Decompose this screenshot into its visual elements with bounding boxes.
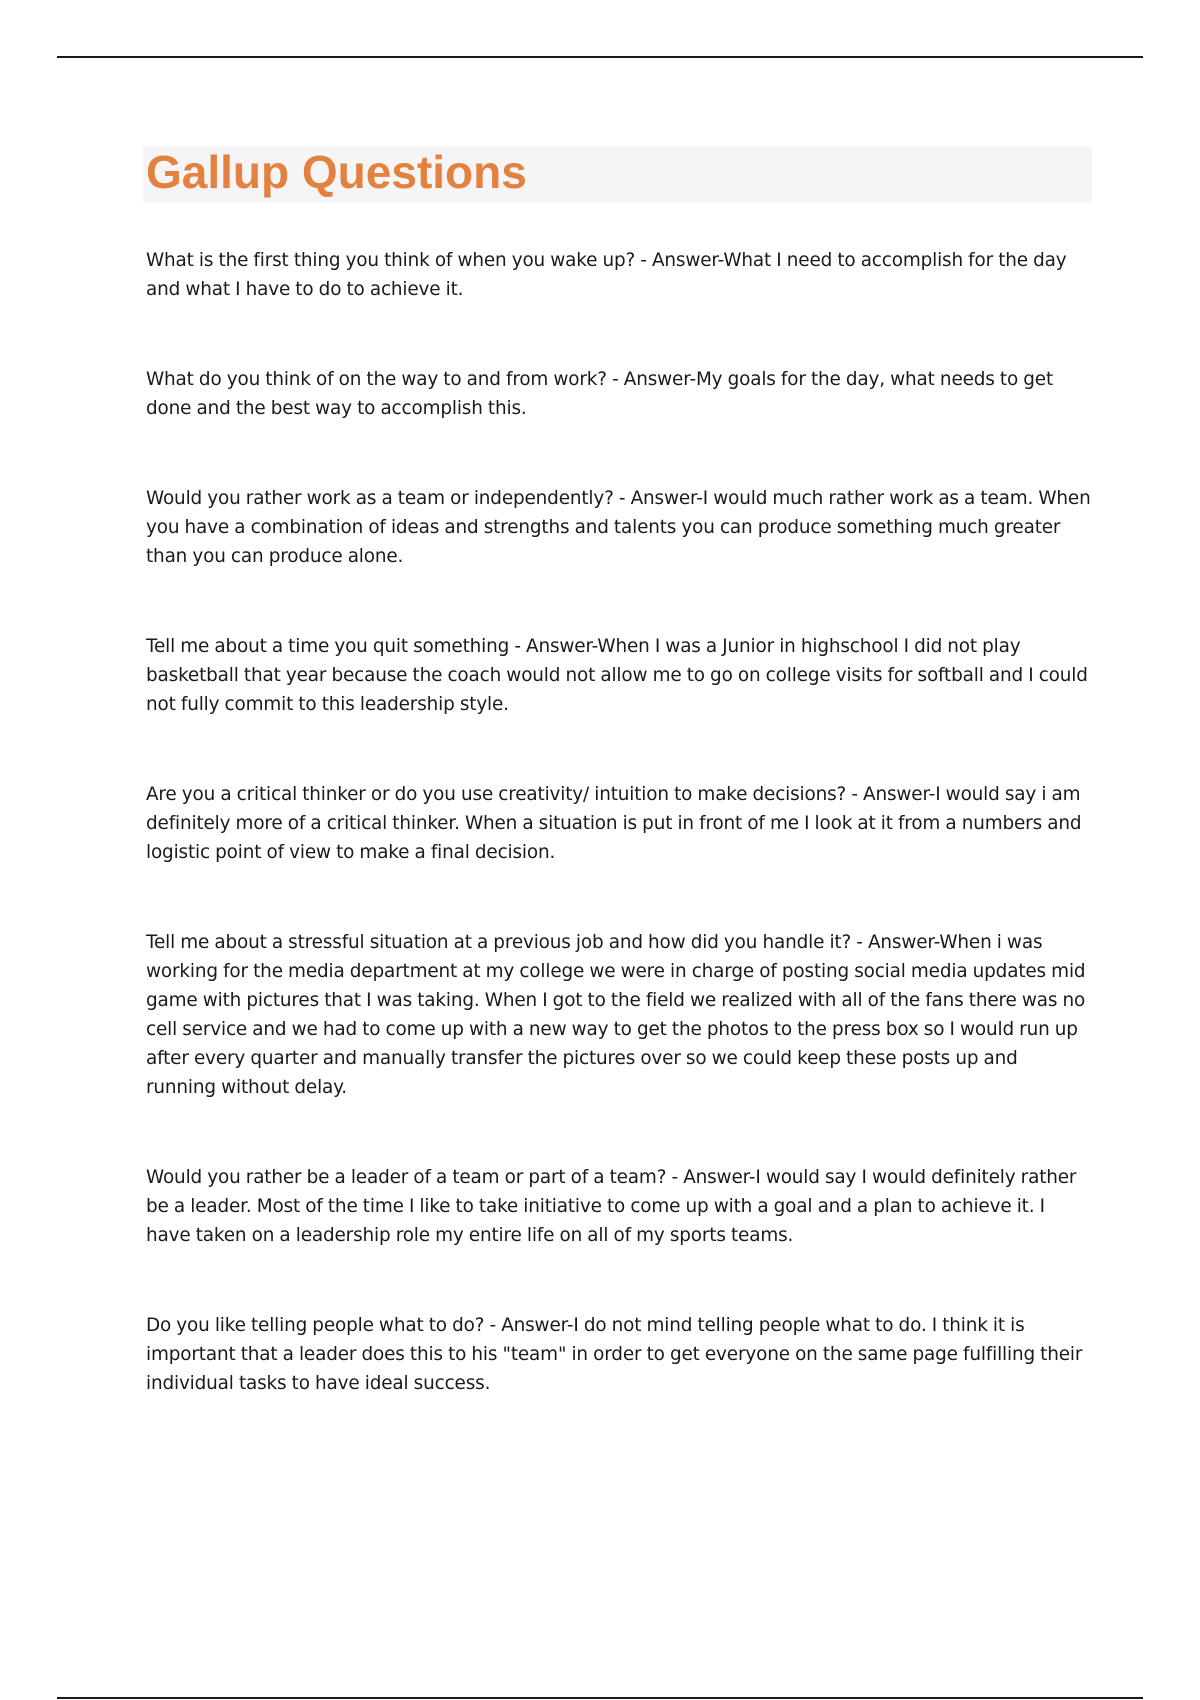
answer-text: When I was a Junior in highschool I did not play basketball that year because the coach would not allow me to go on college visits for softball and I could not fully commit to this leadership style. — [146, 636, 1088, 715]
bottom-rule — [57, 1697, 1143, 1699]
qa-item — [146, 1163, 1092, 1250]
answer-separator: - Answer- — [635, 250, 724, 271]
answer-separator: - Answer- — [509, 636, 598, 657]
qa-item — [146, 1311, 1092, 1398]
answer-text: When i was working for the media department at my college we were in charge of posting social media updates mid game with pictures that I was taking. When I got to the field we realized with all of the fans there was no cell service and we had to come up with a new way to get the photos to the press box so I would run up after every quarter and manually transfer the pictures over so we could keep these posts up and running without delay. — [146, 932, 1086, 1098]
page-title: Gallup Questions — [146, 146, 527, 198]
question-text: Would you rather work as a team or independently? — [146, 488, 614, 509]
qa-item — [146, 780, 1092, 867]
question-text: Would you rather be a leader of a team or part of a team? — [146, 1167, 667, 1188]
answer-text: I would say I would definitely rather be a leader. Most of the time I like to take initiative to come up with a goal and a plan to achieve it. I have taken on a leadership role my entire life on all of my sports teams. — [146, 1167, 1077, 1246]
answer-text: I would say i am definitely more of a critical thinker. When a situation is put in front of me I look at it from a numbers and logistic point of view to make a final decision. — [146, 784, 1082, 863]
qa-item — [146, 365, 1092, 423]
answer-separator: - Answer- — [666, 1167, 756, 1188]
qa-item — [146, 246, 1092, 304]
answer-separator: - Answer- — [851, 932, 940, 953]
question-text: What is the first thing you think of when you wake up? — [146, 250, 636, 271]
question-text: Tell me about a time you quit something — [146, 636, 510, 657]
answer-separator: - Answer- — [613, 488, 703, 509]
question-text: Tell me about a stressful situation at a previous job and how did you handle it? — [146, 932, 852, 953]
answer-text: I do not mind telling people what to do. I think it is important that a leader does this to his "team" in order to get everyone on the same page fulfilling their individual tasks to have ideal success. — [146, 1315, 1083, 1394]
question-text: Do you like telling people what to do? — [146, 1315, 485, 1336]
answer-separator: - Answer- — [484, 1315, 574, 1336]
answer-text: My goals for the day, what needs to get done and the best way to accomplish this. — [146, 369, 1054, 419]
top-rule — [57, 56, 1143, 58]
question-text: Are you a critical thinker or do you use creativity/ intuition to make decisions? — [146, 784, 847, 805]
answer-separator: - Answer- — [846, 784, 936, 805]
qa-item — [146, 632, 1092, 719]
qa-item — [146, 928, 1092, 1102]
qa-list — [146, 246, 1092, 1459]
answer-text: What I need to accomplish for the day and what I have to do to achieve it. — [146, 250, 1067, 300]
question-text: What do you think of on the way to and from work? — [146, 369, 607, 390]
qa-item — [146, 484, 1092, 571]
answer-text: I would much rather work as a team. When you have a combination of ideas and strengths and talents you can produce something much greater than you can produce alone. — [146, 488, 1091, 567]
answer-separator: - Answer- — [606, 369, 696, 390]
